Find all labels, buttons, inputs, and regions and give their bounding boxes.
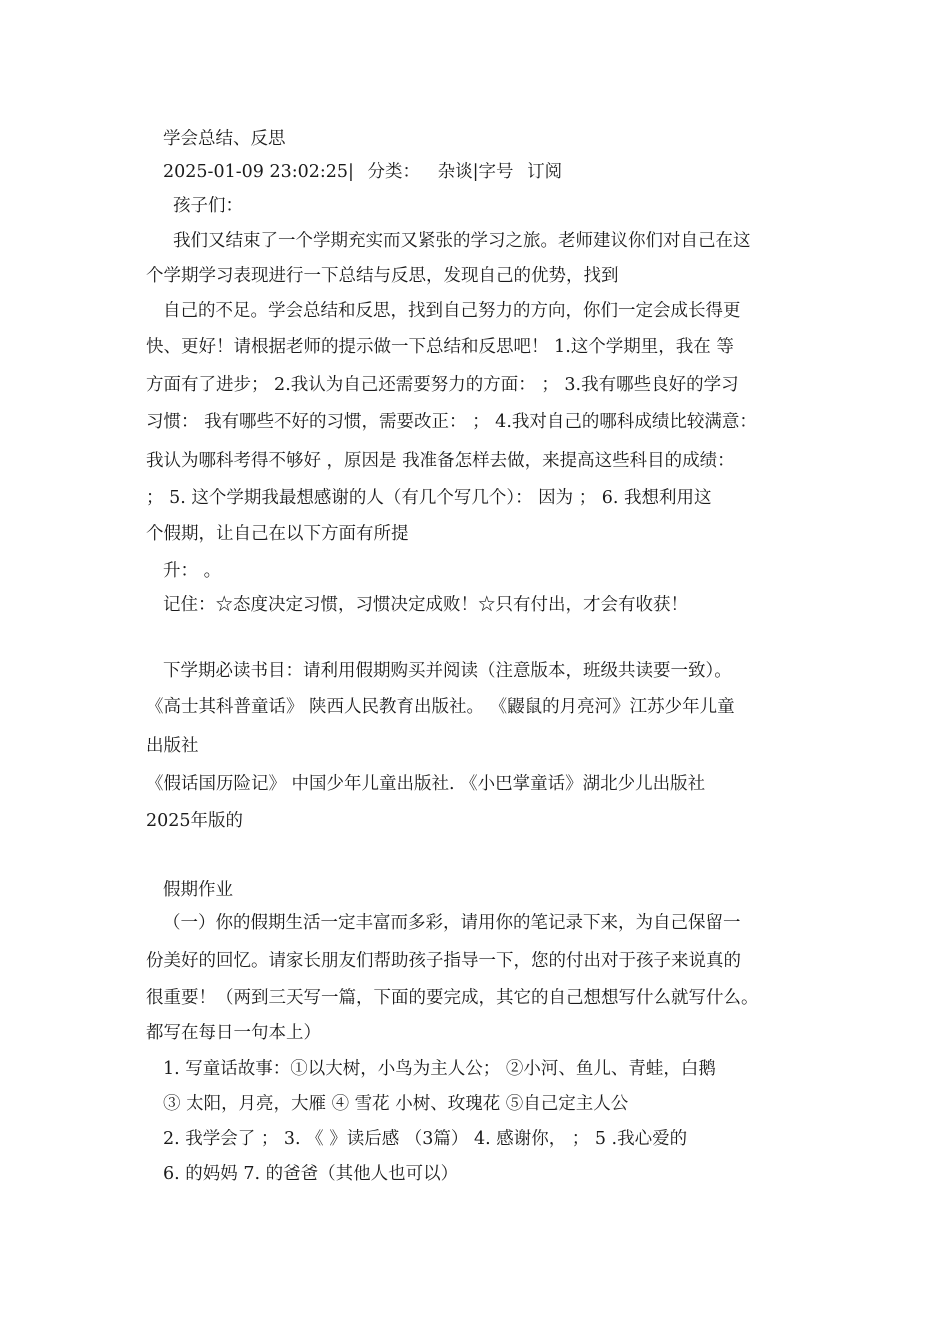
greeting: 孩子们：: [173, 196, 243, 216]
category-value[interactable]: 杂谈|字号: [437, 162, 514, 182]
book-list-line: 《高士其科普童话》 陕西人民教育出版社。 《鼹鼠的月亮河》江苏少年儿童: [146, 697, 735, 717]
paragraph-line: 自己的不足。学会总结和反思，找到自己努力的方向，你们一定会成长得更: [163, 301, 741, 321]
paragraph-line: 我认为哪科考得不够好 ，原因是 我准备怎样去做，来提高这些科目的成绩：: [146, 451, 735, 471]
post-datetime: 2025-01-09 23:02:25|: [163, 162, 354, 182]
assignment-item: 2. 我学会了 ； 3. 《 》读后感 （3篇） 4. 感谢你， ； 5 .我心爱的: [163, 1129, 688, 1149]
post-meta: [163, 160, 562, 184]
paragraph-line: 方面有了进步； 2.我认为自己还需要努力的方面： ； 3.我有哪些良好的学习: [146, 375, 739, 395]
book-list-line: 《假话国历险记》 中国少年儿童出版社. 《小巴掌童话》湖北少儿出版社: [146, 774, 706, 794]
paragraph-line: 个假期，让自己在以下方面有所提: [146, 524, 409, 544]
assignment-item: 1. 写童话故事：①以大树，小鸟为主人公； ②小河、鱼儿、青蛙，白鹅: [163, 1059, 716, 1079]
subscribe-link[interactable]: 订阅: [527, 162, 563, 182]
paragraph-line: 快、更好！请根据老师的提示做一下总结和反思吧！ 1.这个学期里，我在 等: [146, 337, 734, 357]
book-list-line: 出版社: [146, 736, 199, 756]
paragraph-line: 我们又结束了一个学期充实而又紧张的学习之旅。老师建议你们对自己在这: [173, 231, 751, 251]
paragraph-line: 习惯： 我有哪些不好的习惯，需要改正： ； 4.我对自己的哪科成绩比较满意：: [146, 412, 757, 432]
paragraph-line: 份美好的回忆。请家长朋友们帮助孩子指导一下，您的付出对于孩子来说真的: [146, 951, 741, 971]
document-title: 学会总结、反思: [163, 129, 286, 149]
category-label: 分类：: [367, 162, 421, 182]
section-heading: 假期作业: [163, 880, 233, 900]
assignment-item: ③ 太阳，月亮，大雁 ④ 雪花 小树、玫瑰花 ⑤自己定主人公: [163, 1094, 629, 1114]
assignment-item: 6. 的妈妈 7. 的爸爸（其他人也可以）: [163, 1164, 459, 1184]
reading-list-intro: 下学期必读书目：请利用假期购买并阅读（注意版本，班级共读要一致）。: [163, 661, 732, 681]
paragraph-line: 都写在每日一句本上）: [146, 1023, 321, 1043]
paragraph-line: 很重要！（两到三天写一篇，下面的要完成，其它的自己想想写什么就写什么。: [146, 988, 759, 1008]
paragraph-line: 个学期学习表现进行一下总结与反思，发现自己的优势，找到: [146, 266, 619, 286]
motto-line: 记住：☆态度决定习惯，习惯决定成败！☆只有付出，才会有收获！: [163, 595, 688, 615]
paragraph-line: 升： 。: [163, 561, 222, 581]
book-list-line: 2025年版的: [146, 811, 244, 831]
paragraph-line: ； 5. 这个学期我最想感谢的人（有几个写几个）： 因为 ； 6. 我想利用这: [146, 488, 712, 508]
paragraph-line: （一）你的假期生活一定丰富而多彩，请用你的笔记录下来，为自己保留一: [163, 913, 741, 933]
